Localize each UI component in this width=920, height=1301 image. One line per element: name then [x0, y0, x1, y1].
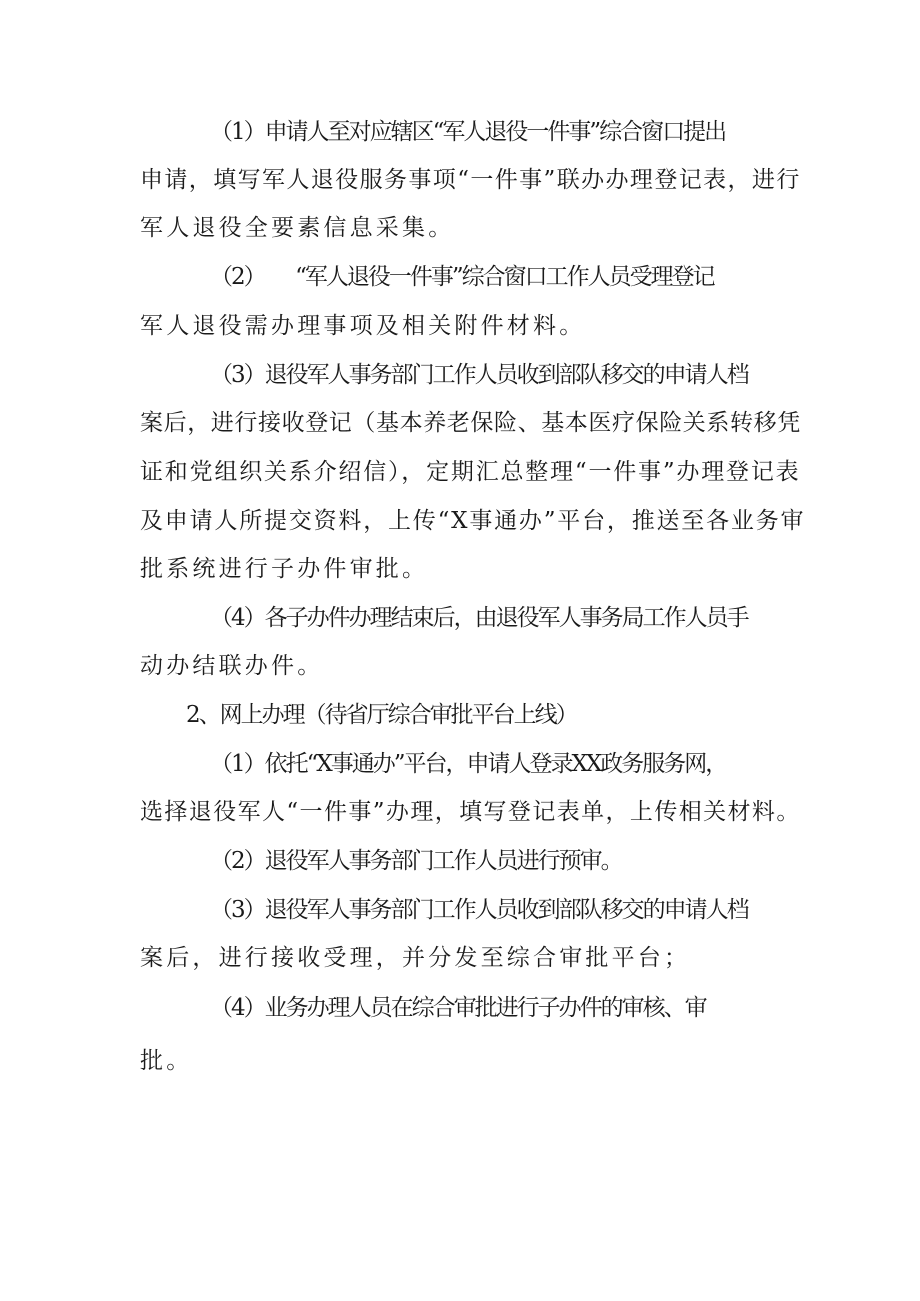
text-line: （3）退役军人事务部门工作人员收到部队移交的申请人档: [210, 362, 748, 388]
text-line: （3）退役军人事务部门工作人员收到部队移交的申请人档: [210, 897, 748, 923]
text-line: 案后，进行接收登记（基本养老保险、基本医疗保险关系转移凭: [140, 410, 801, 436]
text-line: 军人退役需办理事项及相关附件材料。: [140, 313, 586, 339]
text-line: （4）业务办理人员在综合审批进行子办件的审核、审: [210, 995, 706, 1021]
text-line: 申请，填写军人退役服务事项“一件事”联办办理登记表，进行: [140, 167, 801, 193]
text-line: 案后，进行接收受理，并分发至综合审批平台；: [140, 945, 691, 971]
text-line: 批系统进行子办件审批。: [140, 556, 429, 582]
text-line: 批。: [140, 1048, 193, 1074]
section-heading: 2、网上办理（待省厅综合审批平台上线）: [186, 702, 577, 728]
text-line: 选择退役军人“一件事”办理，填写登记表单，上传相关材料。: [140, 799, 801, 825]
text-line: （1）依托“X事通办”平台，申请人登录XX政务服务网，: [210, 751, 727, 777]
text-line: 证和党组织关系介绍信），定期汇总整理“一件事”办理登记表: [140, 459, 801, 485]
text-line: （2）退役军人事务部门工作人员进行预审。: [210, 848, 622, 874]
text-line: （2） “军人退役一件事”综合窗口工作人员受理登记: [210, 264, 714, 290]
text-line: 军人退役全要素信息采集。: [140, 215, 455, 241]
text-line: 动办结联办件。: [140, 653, 324, 679]
text-line: 及申请人所提交资料，上传“X事通办”平台，推送至各业务审: [140, 508, 806, 534]
text-line: （4）各子办件办理结束后，由退役军人事务局工作人员手: [210, 605, 748, 631]
text-line: （1）申请人至对应辖区“军人退役一件事”综合窗口提出: [210, 119, 726, 145]
